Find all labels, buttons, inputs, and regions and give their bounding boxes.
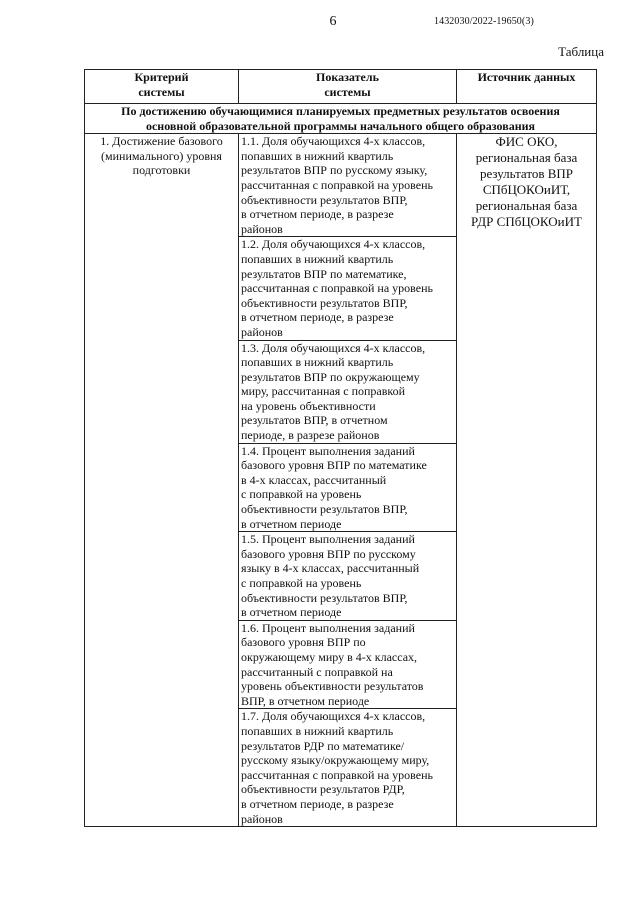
indicator-text-line: объективности результатов ВПР, — [241, 502, 408, 517]
section-row — [85, 104, 597, 134]
indicator-text-line: результатов ВПР по русскому языку, — [241, 163, 428, 178]
table-header-row — [85, 70, 597, 104]
indicator-text-line: рассчитанная с поправкой на уровень — [241, 281, 433, 296]
indicator-text-line: объективности результатов РДР, — [241, 782, 405, 797]
indicator-text-line: миру, рассчитанная с поправкой — [241, 384, 406, 399]
header-criterion-line-1: Критерий — [134, 70, 189, 84]
header-indicator-line-2: системы — [324, 84, 371, 99]
header-source: Источник данных — [457, 70, 597, 104]
indicator-text-line: результатов ВПР по окружающему — [241, 369, 420, 384]
indicator-text-line: рассчитанный с поправкой на — [241, 664, 393, 679]
indicator-text-line: результатов ВПР, в отчетном — [241, 413, 388, 428]
indicator-1-1 — [239, 134, 457, 237]
indicator-text-line: в 4-х классах, рассчитанный — [241, 472, 387, 487]
source-line-6: РДР СПбЦОКОиИТ — [471, 214, 582, 230]
source-line-2: региональная база — [475, 150, 578, 166]
indicator-text-line: на уровень объективности — [241, 398, 376, 413]
header-indicator — [239, 70, 457, 104]
indicator-text-line: результатов РДР по математике/ — [241, 738, 405, 753]
indicator-text-line: попавших в нижний квартиль — [241, 723, 394, 738]
indicator-text-line: попавших в нижний квартиль — [241, 148, 394, 163]
indicator-text-line: объективности результатов ВПР, — [241, 295, 408, 310]
source-cell — [457, 134, 597, 827]
indicator-1-6 — [239, 620, 457, 709]
source-line-3: результатов ВПР — [479, 166, 574, 182]
indicator-text-line: языку в 4-х классах, рассчитанный — [241, 561, 420, 576]
criterion-line-2: (минимального) уровня — [101, 148, 222, 163]
indicator-text-line: 1.4. Процент выполнения заданий — [241, 443, 415, 458]
indicator-1-3 — [239, 340, 457, 443]
indicator-text-line: 1.7. Доля обучающихся 4-х классов, — [241, 709, 426, 724]
section-heading-line-1: По достижению обучающимися планируемых предметных результатов освоения — [121, 104, 560, 118]
indicator-text-line: базового уровня ВПР по — [241, 635, 366, 650]
indicator-1-5 — [239, 532, 457, 621]
indicator-text-line: базового уровня ВПР по математике — [241, 458, 427, 473]
header-indicator-line-1: Показатель — [316, 70, 379, 84]
indicator-text-line: ВПР, в отчетном периоде — [241, 693, 370, 708]
indicator-text-line: 1.3. Доля обучающихся 4-х классов, — [241, 340, 426, 355]
document-number: 1432030/2022-19650(3) — [434, 16, 534, 27]
indicator-text-line: базового уровня ВПР по русскому — [241, 546, 416, 561]
indicator-text-line: рассчитанная с поправкой на уровень — [241, 177, 433, 192]
indicator-text-line: рассчитанная с поправкой на уровень — [241, 767, 433, 782]
criteria-table — [84, 69, 597, 827]
indicator-1-7 — [239, 709, 457, 827]
section-heading-line-2: основной образовательной программы начального общего образования — [145, 118, 536, 133]
header-criterion — [85, 70, 239, 104]
indicator-text-line: окружающему миру в 4-х классах, — [241, 649, 418, 664]
indicator-text-line: попавших в нижний квартиль — [241, 355, 394, 370]
criterion-line-3: подготовки — [132, 163, 191, 178]
table-caption: Таблица — [558, 44, 604, 59]
indicator-text-line: результатов ВПР по математике, — [241, 266, 407, 281]
source-line-1: ФИС ОКО, — [495, 134, 558, 150]
indicator-text-line: объективности результатов ВПР, — [241, 590, 408, 605]
indicator-text-line: в отчетном периоде — [241, 516, 342, 531]
indicator-text-line: в отчетном периоде, в разрезе — [241, 796, 394, 811]
indicator-text-line: с поправкой на уровень — [241, 576, 362, 590]
page-number: 6 — [329, 14, 337, 29]
indicator-text-line: 1.5. Процент выполнения заданий — [241, 532, 415, 547]
indicator-text-line: районов — [241, 324, 283, 339]
source-line-4: СПбЦОКОиИТ, — [482, 182, 571, 198]
indicator-text-line: уровень объективности результатов — [241, 679, 424, 694]
indicator-text-line: в отчетном периоде, в разрезе — [241, 207, 394, 222]
indicator-text-line: в отчетном периоде, в разрезе — [241, 310, 394, 325]
criterion-cell — [85, 134, 239, 827]
indicator-1-4 — [239, 443, 457, 532]
indicator-text-line: 1.1. Доля обучающихся 4-х классов, — [241, 134, 426, 149]
indicator-text-line: попавших в нижний квартиль — [241, 251, 394, 266]
indicator-text-line: 1.2. Доля обучающихся 4-х классов, — [241, 237, 426, 252]
indicator-text-line: в отчетном периоде — [241, 605, 342, 620]
indicator-text-line: районов — [241, 221, 283, 236]
criterion-line-1: 1. Достижение базового — [100, 134, 223, 149]
indicator-text-line: районов — [241, 811, 283, 826]
indicator-1-2 — [239, 237, 457, 340]
indicator-text-line: с поправкой на уровень — [241, 487, 362, 502]
header-criterion-line-2: системы — [138, 84, 185, 99]
indicator-row — [85, 134, 597, 237]
indicator-text-line: объективности результатов ВПР, — [241, 192, 408, 207]
section-heading — [85, 104, 597, 134]
indicator-text-line: 1.6. Процент выполнения заданий — [241, 620, 415, 635]
source-line-5: региональная база — [475, 198, 578, 214]
indicator-text-line: периоде, в разрезе районов — [241, 428, 380, 443]
indicator-text-line: русскому языку/окружающему миру, — [241, 753, 430, 768]
